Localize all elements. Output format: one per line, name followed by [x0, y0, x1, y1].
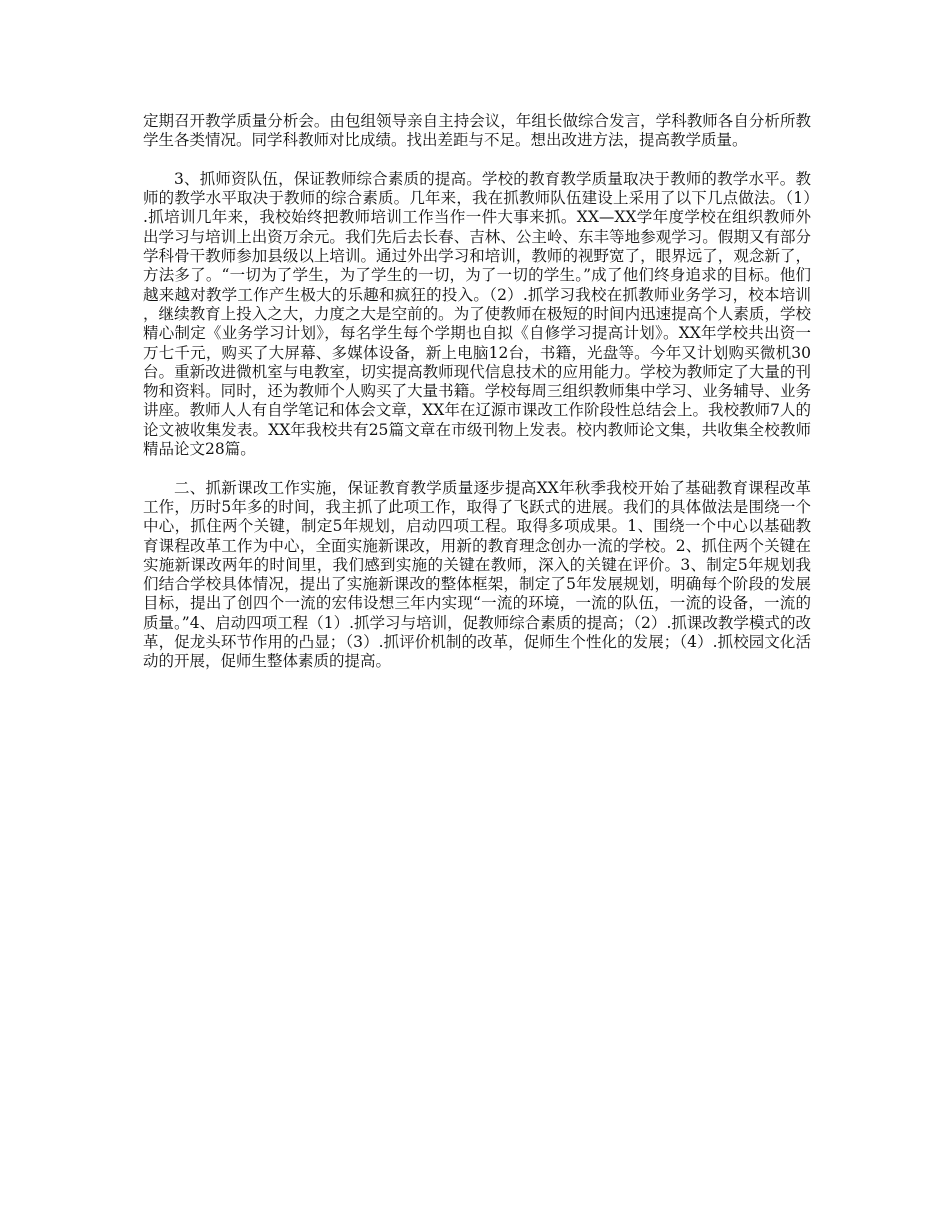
paragraph-teacher-team: 3、抓师资队伍，保证教师综合素质的提高。学校的教育教学质量取决于教师的教学水平。教师的教学水平取决于教师的综合素质。几年来，我在抓教师队伍建设上采用了以下几点做法。（1）.抓培训几年来，我校始终把教师培训工作当作一件大事来抓。XX—XX学年度学校在组织教师外出学习与培训上出资万余元。我们先后去长春、吉林、公主岭、东丰等地参观学习。假期又有部分学科骨干教师参加县级以上培训。通过外出学习和培训，教师的视野宽了，眼界远了，观念新了，方法多了。“一切为了学生，为了学生的一切，为了一切的学生。”成了他们终身追求的目标。他们越来越对教学工作产生极大的乐趣和疯狂的投入。（2）.抓学习我校在抓教师业务学习，校本培训，继续教育上投入之大，力度之大是空前的。为了使教师在极短的时间内迅速提高个人素质，学校精心制定《业务学习计划》，每名学生每个学期也自拟《自修学习提高计划》。XX年学校共出资一万七千元，购买了大屏幕、多媒体设备，新上电脑12台，书籍，光盘等。今年又计划购买微机30台。重新改进微机室与电教室，切实提高教师现代信息技术的应用能力。学校为教师定了大量的刊物和资料。同时，还为教师个人购买了大量书籍。学校每周三组织教师集中学习、业务辅导、业务讲座。教师人人有自学笔记和体会文章，XX年在辽源市课改工作阶段性总结会上。我校教师7人的论文被收集发表。XX年我校共有25篇文章在市级刊物上发表。校内教师论文集，共收集全校教师精品论文28篇。 — [143, 169, 811, 459]
document-page — [143, 112, 811, 672]
paragraph-curriculum-reform: 二、抓新课改工作实施，保证教育教学质量逐步提高XX年秋季我校开始了基础教育课程改革工作，历时5年多的时间，我主抓了此项工作，取得了飞跃式的进展。我们的具体做法是围绕一个中心，抓住两个关键，制定5年规划，启动四项工程。取得多项成果。1、围绕一个中心以基础教育课程改革工作为中心，全面实施新课改，用新的教育理念创办一流的学校。2、抓住两个关键在实施新课改两年的时间里，我们感到实施的关键在教师，深入的关键在评价。3、制定5年规划我们结合学校具体情况，提出了实施新课改的整体框架，制定了5年发展规划，明确每个阶段的发展目标，提出了创四个一流的宏伟设想三年内实现“一流的环境，一流的队伍，一流的设备，一流的质量。”4、启动四项工程（1）.抓学习与培训，促教师综合素质的提高；（2）.抓课改教学模式的改革，促龙头环节作用的凸显；（3）.抓评价机制的改革，促师生个性化的发展；（4）.抓校园文化活动的开展，促师生整体素质的提高。 — [143, 478, 811, 671]
paragraph-quality-analysis: 定期召开教学质量分析会。由包组领导亲自主持会议，年组长做综合发言，学科教师各自分析所教学生各类情况。同学科教师对比成绩。找出差距与不足。想出改进方法，提高教学质量。 — [143, 112, 811, 150]
